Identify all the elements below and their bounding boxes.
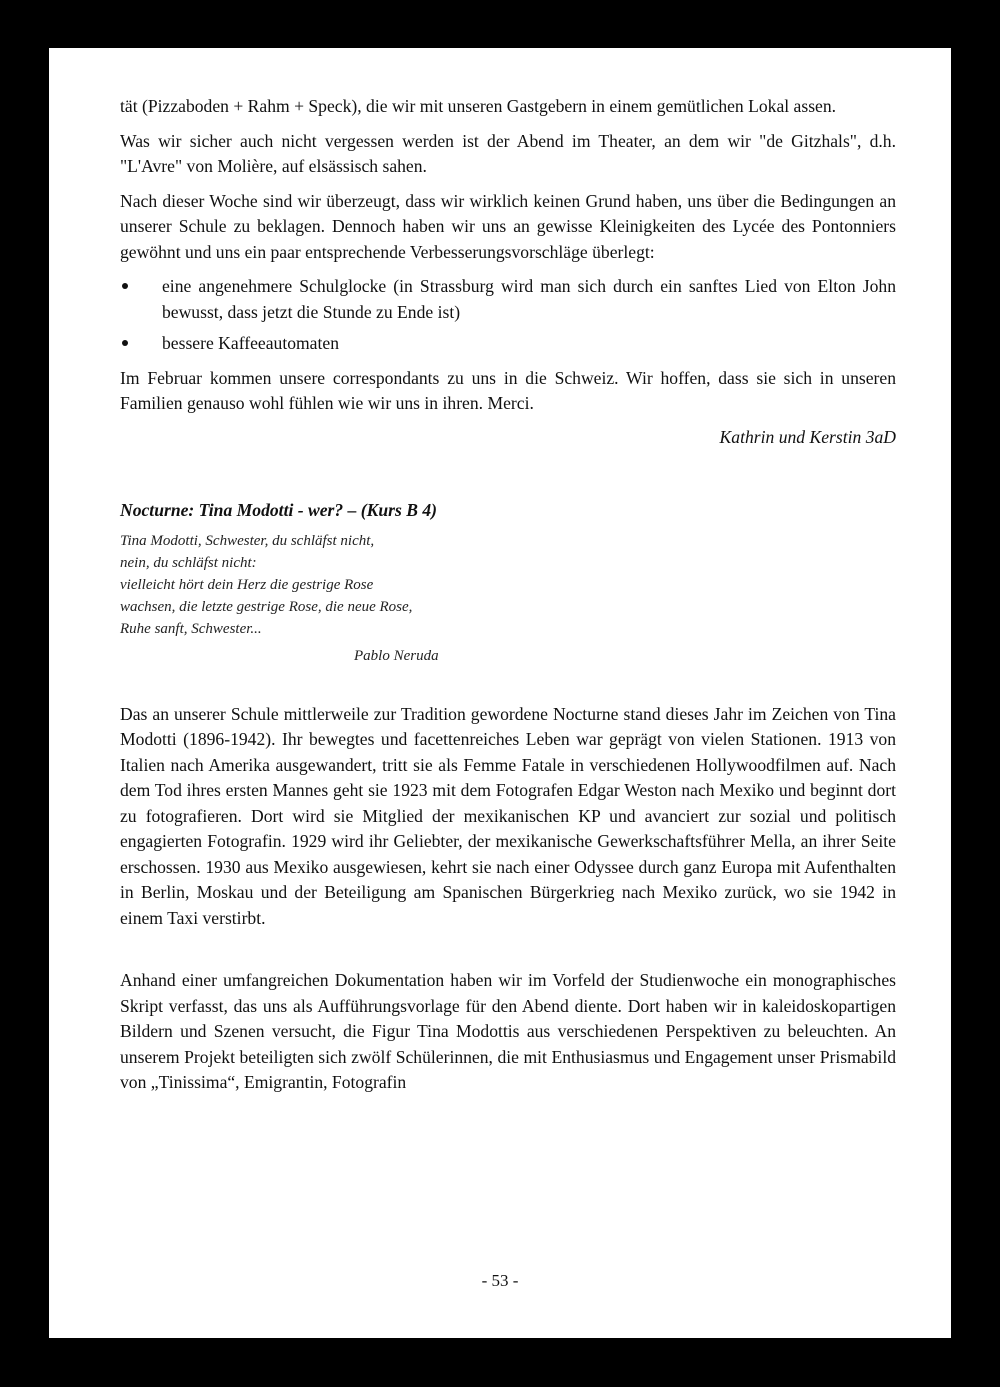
paragraph-week: Nach dieser Woche sind wir überzeugt, dass wir wirklich keinen Grund haben, uns über die Bedingungen an unserer Schule zu beklagen. Dennoch haben wir uns an gewisse Kleinigkeiten des Lycée des Pontonniers gewöhnt und uns ein paar entsprechende Verbesserungsvorschläge überlegt:	[120, 190, 896, 262]
list-item	[120, 274, 896, 325]
paragraph-theater: Was wir sicher auch nicht vergessen werden ist der Abend im Theater, an dem wir "de Gitzhals", d.h. "L'Avre" von Molière, auf elsässisch sahen.	[120, 130, 896, 176]
poem-line: Tina Modotti, Schwester, du schläfst nicht,	[120, 532, 375, 549]
poem-quote	[120, 530, 896, 640]
page-number: - 53 -	[481, 1271, 519, 1290]
paragraph-intro: tät (Pizzaboden + Rahm + Speck), die wir mit unseren Gastgebern in einem gemütlichen Lokal assen.	[120, 96, 837, 116]
list-item-text: bessere Kaffeeautomaten	[162, 333, 339, 353]
scanned-page	[49, 48, 951, 1338]
poem-line: wachsen, die letzte gestrige Rose, die neue Rose,	[120, 598, 413, 615]
paragraph-project: Anhand einer umfangreichen Dokumentation haben wir im Vorfeld der Studienwoche ein monographisches Skript verfasst, das uns als Aufführungsvorlage für den Abend diente. Dort haben wir in kaleidoskopartigen Bildern und Szenen versucht, die Figur Tina Modottis aus verschiedenen Perspektiven zu beleuchten. An unserem Projekt beteiligten sich zwölf Schülerinnen, die mit Enthusiasmus und Engagement unser Prismabild von „Tinissima“, Emigrantin, Fotografin	[120, 970, 896, 1092]
article-signature: Kathrin und Kerstin 3aD	[719, 426, 896, 447]
bullet-icon	[122, 283, 128, 289]
poem-line: vielleicht hört dein Herz die gestrige Rose	[120, 576, 374, 593]
paragraph-biography: Das an unserer Schule mittlerweile zur Tradition gewordene Nocturne stand dieses Jahr im Zeichen von Tina Modotti (1896-1942). Ihr bewegtes und facettenreiches Leben war geprägt von vielen Stationen. 1913 von Italien nach Amerika ausgewandert, tritt sie als Femme Fatale in verschiedenen Hollywoodfilmen auf. Nach dem Tod ihres ersten Mannes geht sie 1923 mit dem Fotografen Edgar Weston nach Mexiko und beginnt dort zu fotografieren. Dort wird sie Mitglied der mexikanischen KP und avanciert zur sozial und politisch engagierten Fotografin. 1929 wird ihr Geliebter, der mexikanische Gewerkschaftsführer Mella, an ihrer Seite erschossen. 1930 aus Mexiko ausgewiesen, kehrt sie nach einer Odyssee durch ganz Europa mit Aufenthalten in Berlin, Moskau und der Beteiligung am Spanischen Bürgerkrieg nach Mexiko zurück, wo sie 1942 in einem Taxi verstirbt.	[120, 703, 896, 928]
suggestion-list	[120, 274, 896, 357]
poem-line: nein, du schläfst nicht:	[120, 554, 257, 571]
list-item-text: eine angenehmere Schulglocke (in Strassburg wird man sich durch ein sanftes Lied von Elton John bewusst, dass jetzt die Stunde zu Ende ist)	[162, 276, 896, 322]
poem-line: Ruhe sanft, Schwester...	[120, 620, 262, 637]
page-content	[120, 94, 896, 1096]
bullet-icon	[122, 340, 128, 346]
section-heading: Nocturne: Tina Modotti - wer? – (Kurs B 4)	[120, 500, 438, 520]
poem-author: Pablo Neruda	[354, 647, 439, 664]
paragraph-february: Im Februar kommen unsere correspondants zu uns in die Schweiz. Wir hoffen, dass sie sich in unseren Familien genauso wohl fühlen wie wir uns in ihren. Merci.	[120, 367, 896, 413]
list-item	[120, 331, 896, 357]
